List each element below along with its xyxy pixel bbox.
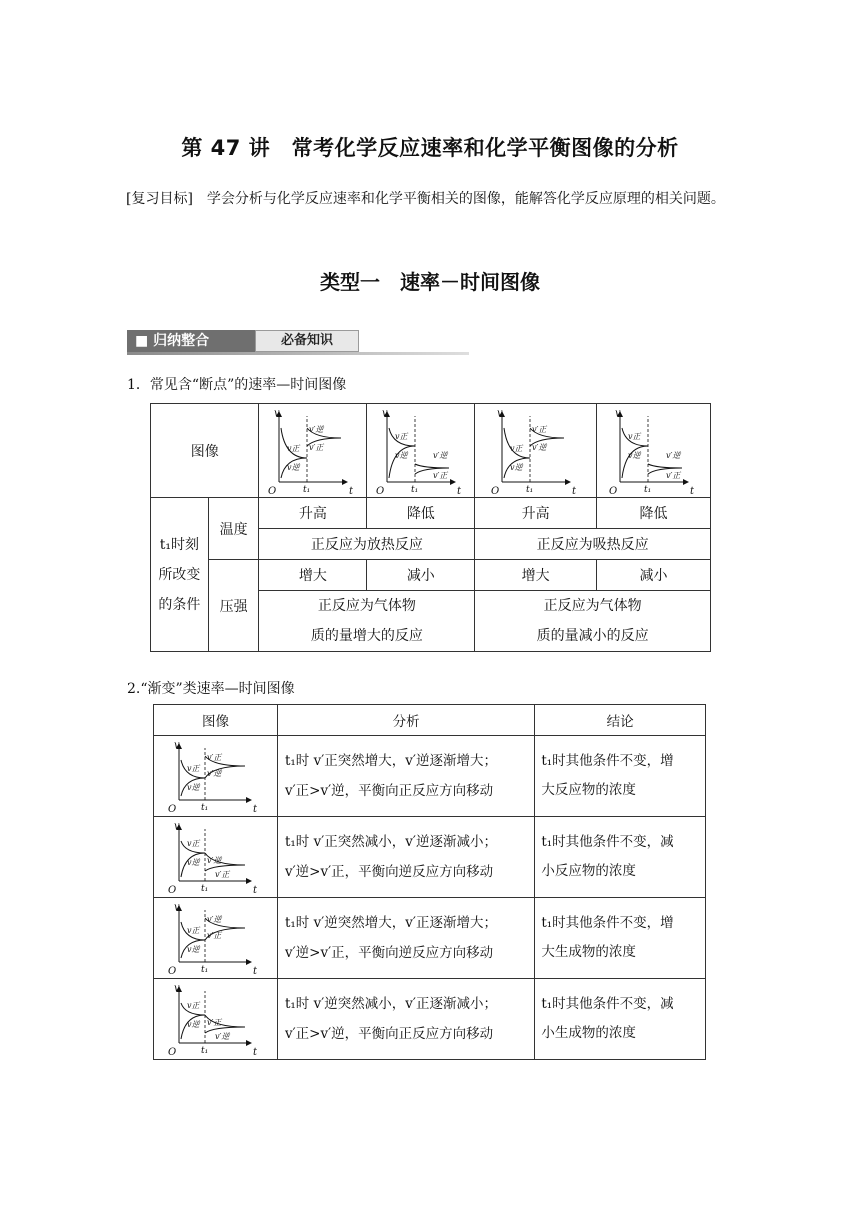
graph-cell bbox=[475, 404, 597, 498]
analysis-line-1: t₁时 v′逆突然增大，v′正逐渐增大； bbox=[284, 915, 497, 931]
reverse-rate-label: v逆 bbox=[509, 462, 523, 472]
graph-cell bbox=[259, 404, 367, 498]
graph-cell bbox=[154, 736, 278, 817]
origin-label: O bbox=[375, 485, 385, 496]
banner-knowledge: 必备知识 bbox=[255, 330, 359, 352]
x-axis-arrow bbox=[342, 479, 348, 485]
gradual-graph-2 bbox=[165, 819, 265, 895]
analysis-cell bbox=[277, 979, 534, 1060]
reverse-rate-label: v逆 bbox=[187, 783, 200, 792]
new-rate-label: v′逆 bbox=[207, 856, 222, 865]
t1-tick-label: t₁ bbox=[201, 803, 209, 813]
reverse-rate-label: v逆 bbox=[187, 945, 200, 954]
t-axis-label: t bbox=[456, 485, 461, 496]
temp-note: 正反应为吸热反应 bbox=[475, 529, 711, 560]
new-rate-label: v′逆 bbox=[665, 450, 680, 460]
condition-label: t₁时刻所改变的条件 bbox=[151, 498, 209, 652]
pressure-value: 增大 bbox=[259, 560, 367, 591]
forward-rate-label: v正 bbox=[187, 1001, 200, 1010]
t-axis-label: t bbox=[253, 1047, 258, 1057]
pressure-note-b: 质的量增大的反应 bbox=[310, 628, 423, 644]
forward-rate-label: v正 bbox=[187, 764, 200, 773]
banner-summary: ■ 归纳整合 bbox=[127, 330, 255, 352]
goal-label: [复习目标] bbox=[126, 191, 193, 207]
forward-rate-curve bbox=[281, 428, 307, 458]
new-rate-curve bbox=[415, 464, 449, 468]
t1-tick-label: t₁ bbox=[302, 484, 311, 495]
conclusion-cell bbox=[535, 817, 706, 898]
new-rate-label: v′逆 bbox=[207, 769, 222, 778]
reverse-rate-label: v逆 bbox=[394, 450, 408, 460]
col-header-image: 图像 bbox=[154, 705, 278, 736]
goal-text: 学会分析与化学反应速率和化学平衡相关的图像，能解答化学反应原理的相关问题。 bbox=[192, 191, 725, 207]
temp-value: 降低 bbox=[597, 498, 711, 529]
conclusion-line-1: t₁时其他条件不变，增 bbox=[541, 915, 674, 931]
v-axis-label: v bbox=[614, 407, 621, 419]
pressure-note bbox=[259, 591, 475, 652]
graph-cell bbox=[367, 404, 475, 498]
conclusion-line-2: 大生成物的浓度 bbox=[541, 944, 636, 960]
new-rate-label: v′逆 bbox=[207, 915, 222, 924]
t1-tick-label: t₁ bbox=[201, 965, 209, 975]
conclusion-line-1: t₁时其他条件不变，减 bbox=[541, 996, 674, 1012]
analysis-line-1: t₁时 v′正突然减小，v′逆逐渐减小； bbox=[284, 834, 497, 850]
rate-time-graph-2 bbox=[373, 406, 469, 496]
graph-cell bbox=[597, 404, 711, 498]
t-axis-label: t bbox=[689, 485, 694, 496]
rate-time-graph-3 bbox=[488, 406, 584, 496]
temp-label: 温度 bbox=[208, 498, 259, 560]
new-rate-label: v′正 bbox=[207, 1018, 222, 1027]
v-axis-label: v bbox=[273, 407, 280, 419]
new-rate-label: v′正 bbox=[531, 424, 547, 434]
conclusion-cell bbox=[535, 898, 706, 979]
temp-value: 降低 bbox=[367, 498, 475, 529]
v-axis-label: v bbox=[174, 983, 181, 994]
conclusion-line-2: 小反应物的浓度 bbox=[541, 863, 636, 879]
v-axis-label: v bbox=[174, 821, 181, 832]
v-axis-label: v bbox=[381, 407, 388, 419]
temp-value: 升高 bbox=[475, 498, 597, 529]
t-axis-label: t bbox=[348, 485, 353, 496]
section-banner bbox=[127, 329, 469, 355]
t-axis-label: t bbox=[253, 885, 258, 895]
x-axis-arrow bbox=[246, 1040, 252, 1046]
analysis-line-2: v′逆>v′正，平衡向逆反应方向移动 bbox=[284, 945, 494, 961]
analysis-line-1: t₁时 v′逆突然减小，v′正逐渐减小； bbox=[284, 996, 497, 1012]
analysis-line-2: v′正>v′逆，平衡向正反应方向移动 bbox=[284, 1026, 494, 1042]
gradual-graph-4 bbox=[165, 981, 265, 1057]
banner-underline bbox=[127, 352, 469, 355]
analysis-cell bbox=[277, 898, 534, 979]
origin-label: O bbox=[168, 804, 177, 814]
analysis-cell bbox=[277, 736, 534, 817]
analysis-line-2: v′逆>v′正，平衡向逆反应方向移动 bbox=[284, 864, 494, 880]
pressure-note-a: 正反应为气体物 bbox=[543, 598, 642, 614]
origin-label: O bbox=[608, 485, 617, 496]
new-rate-label: v′正 bbox=[665, 470, 680, 480]
pressure-value: 减小 bbox=[367, 560, 475, 591]
origin-label: O bbox=[168, 966, 177, 976]
section-title: 类型一 速率－时间图像 bbox=[320, 270, 540, 294]
image-label: 图像 bbox=[151, 404, 259, 498]
t1-tick-label: t₁ bbox=[525, 484, 533, 495]
origin-label: O bbox=[168, 885, 177, 895]
col-header-conclusion: 结论 bbox=[535, 705, 706, 736]
x-axis-arrow bbox=[683, 479, 689, 485]
pressure-label: 压强 bbox=[208, 560, 259, 652]
new-rate-label: v′正 bbox=[432, 470, 448, 480]
conclusion-line-1: t₁时其他条件不变，增 bbox=[541, 753, 674, 769]
forward-rate-label: v正 bbox=[286, 443, 300, 453]
forward-rate-curve bbox=[504, 428, 530, 458]
new-rate-label: v′逆 bbox=[432, 450, 448, 460]
new-rate-label: v′正 bbox=[308, 442, 324, 452]
x-axis-arrow bbox=[246, 797, 252, 803]
new-rate-label: v′逆 bbox=[308, 424, 324, 434]
x-axis-arrow bbox=[246, 959, 252, 965]
new-rate-label: v′正 bbox=[215, 870, 230, 879]
page-title: 第 47 讲 常考化学反应速率和化学平衡图像的分析 bbox=[181, 136, 679, 160]
analysis-line-1: t₁时 v′正突然增大，v′逆逐渐增大； bbox=[284, 753, 497, 769]
new-rate-label: v′正 bbox=[207, 753, 222, 762]
origin-label: O bbox=[267, 485, 277, 496]
new-rate-curve bbox=[648, 464, 682, 468]
t1-tick-label: t₁ bbox=[201, 1046, 209, 1056]
conclusion-line-2: 小生成物的浓度 bbox=[541, 1025, 636, 1041]
temp-value: 升高 bbox=[259, 498, 367, 529]
graph-cell bbox=[154, 817, 278, 898]
conclusion-line-1: t₁时其他条件不变，减 bbox=[541, 834, 674, 850]
t-axis-label: t bbox=[253, 804, 258, 814]
v-axis-label: v bbox=[174, 902, 181, 913]
rate-time-graph-1 bbox=[265, 406, 361, 496]
t-axis-label: t bbox=[253, 966, 258, 976]
conclusion-cell bbox=[535, 979, 706, 1060]
new-rate-label: v′正 bbox=[207, 931, 222, 940]
analysis-cell bbox=[277, 817, 534, 898]
x-axis-arrow bbox=[450, 479, 456, 485]
forward-rate-label: v正 bbox=[187, 839, 200, 848]
origin-label: O bbox=[168, 1047, 177, 1057]
breakpoint-table bbox=[150, 403, 711, 652]
forward-rate-label: v正 bbox=[187, 926, 200, 935]
reverse-rate-label: v逆 bbox=[187, 858, 200, 867]
new-rate-label: v′逆 bbox=[531, 442, 547, 452]
new-rate-label: v′逆 bbox=[215, 1032, 230, 1041]
forward-rate-label: v正 bbox=[627, 431, 641, 441]
temp-note: 正反应为放热反应 bbox=[259, 529, 475, 560]
pressure-value: 减小 bbox=[597, 560, 711, 591]
origin-label: O bbox=[490, 485, 499, 496]
part1-heading: 1．常见含“断点”的速率—时间图像 bbox=[127, 377, 347, 393]
gradual-graph-3 bbox=[165, 900, 265, 976]
t1-tick-label: t₁ bbox=[201, 884, 209, 894]
t1-tick-label: t₁ bbox=[410, 484, 419, 495]
pressure-value: 增大 bbox=[475, 560, 597, 591]
conclusion-line-2: 大反应物的浓度 bbox=[541, 782, 636, 798]
rate-time-graph-4 bbox=[606, 406, 702, 496]
x-axis-arrow bbox=[565, 479, 571, 485]
conclusion-cell bbox=[535, 736, 706, 817]
pressure-note-b: 质的量减小的反应 bbox=[536, 628, 649, 644]
graph-cell bbox=[154, 898, 278, 979]
col-header-analysis: 分析 bbox=[277, 705, 534, 736]
t1-tick-label: t₁ bbox=[643, 484, 651, 495]
pressure-note bbox=[475, 591, 711, 652]
forward-rate-label: v正 bbox=[509, 443, 523, 453]
reverse-rate-label: v逆 bbox=[627, 450, 641, 460]
gradual-table bbox=[153, 704, 706, 1060]
reverse-rate-label: v逆 bbox=[286, 462, 300, 472]
x-axis-arrow bbox=[246, 878, 252, 884]
v-axis-label: v bbox=[174, 740, 181, 751]
graph-cell bbox=[154, 979, 278, 1060]
part2-heading: 2.“渐变”类速率—时间图像 bbox=[127, 681, 295, 697]
review-goal bbox=[126, 185, 738, 213]
forward-rate-label: v正 bbox=[394, 431, 408, 441]
t-axis-label: t bbox=[571, 485, 576, 496]
pressure-note-a: 正反应为气体物 bbox=[317, 598, 416, 614]
gradual-graph-1 bbox=[165, 738, 265, 814]
analysis-line-2: v′正>v′逆，平衡向正反应方向移动 bbox=[284, 783, 494, 799]
reverse-rate-label: v逆 bbox=[187, 1020, 200, 1029]
v-axis-label: v bbox=[496, 407, 503, 419]
